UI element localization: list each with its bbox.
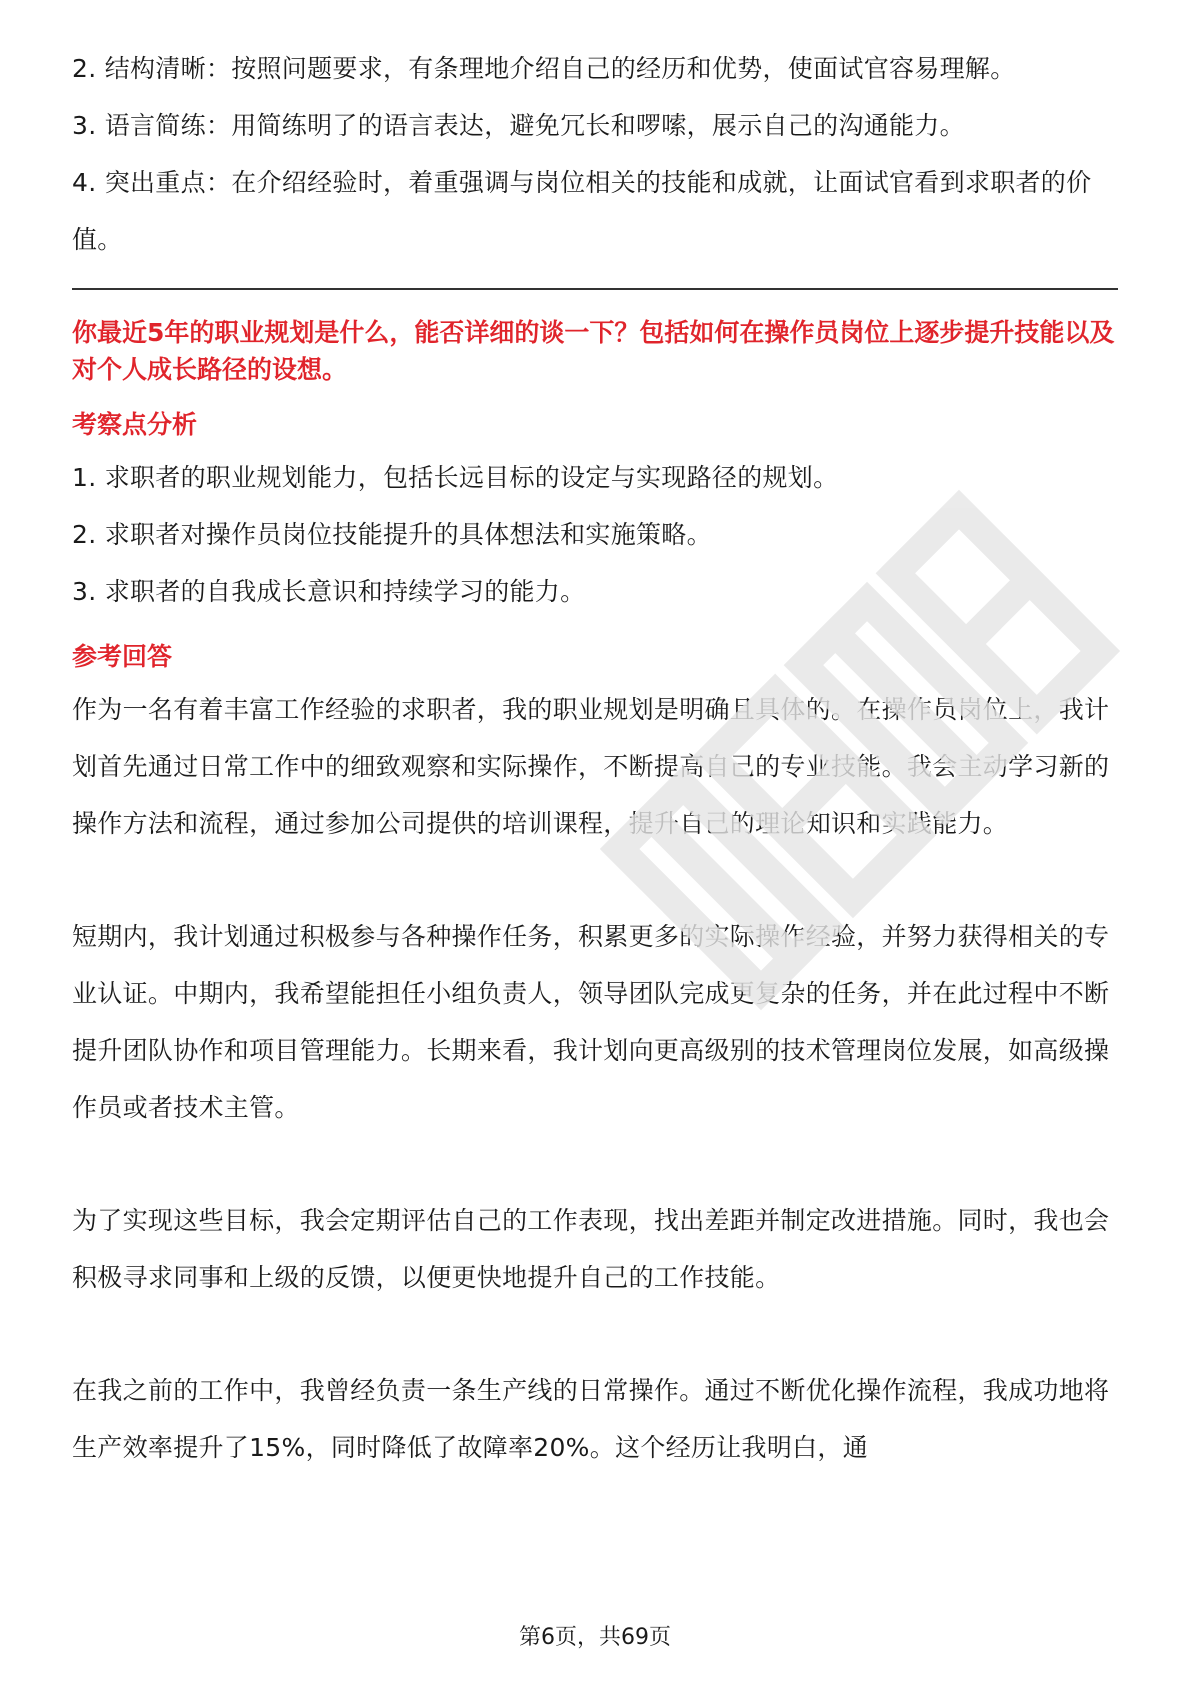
analysis-heading: 考察点分析 — [72, 410, 198, 439]
paragraph-gap — [72, 852, 1118, 908]
analysis-point-2: 2. 求职者对操作员岗位技能提升的具体想法和实施策略。 — [72, 520, 712, 549]
answer-paragraph-3: 为了实现这些目标，我会定期评估自己的工作表现，找出差距并制定改进措施。同时，我也会积极寻求同事和上级的反馈，以便更快地提升自己的工作技能。 — [72, 1206, 1110, 1292]
intro-point-3: 3. 语言简练：用简练明了的语言表达，避免冗长和啰嗦，展示自己的沟通能力。 — [72, 111, 965, 140]
paragraph-gap — [72, 1136, 1118, 1192]
paragraph-gap — [72, 1306, 1118, 1362]
section-divider — [72, 288, 1118, 290]
intro-point-4: 4. 突出重点：在介绍经验时，着重强调与岗位相关的技能和成就，让面试官看到求职者的价值。 — [72, 168, 1092, 254]
page-number-footer: 第6页，共69页 — [519, 1625, 671, 1650]
intro-point-2: 2. 结构清晰：按照问题要求，有条理地介绍自己的经历和优势，使面试官容易理解。 — [72, 54, 1016, 83]
document-page — [72, 40, 1118, 1476]
answer-paragraph-4: 在我之前的工作中，我曾经负责一条生产线的日常操作。通过不断优化操作流程，我成功地将生产效率提升了15%，同时降低了故障率20%。这个经历让我明白，通 — [72, 1376, 1110, 1462]
answer-paragraph-1: 作为一名有着丰富工作经验的求职者，我的职业规划是明确且具体的。在操作员岗位上，我计划首先通过日常工作中的细致观察和实际操作，不断提高自己的专业技能。我会主动学习新的操作方法和流程，通过参加公司提供的培训课程，提升自己的理论知识和实践能力。 — [72, 695, 1110, 838]
answer-paragraph-2: 短期内，我计划通过积极参与各种操作任务，积累更多的实际操作经验，并努力获得相关的专业认证。中期内，我希望能担任小组负责人，领导团队完成更复杂的任务，并在此过程中不断提升团队协作和项目管理能力。长期来看，我计划向更高级别的技术管理岗位发展，如高级操作员或者技术主管。 — [72, 922, 1110, 1122]
analysis-point-3: 3. 求职者的自我成长意识和持续学习的能力。 — [72, 577, 586, 606]
answer-heading: 参考回答 — [72, 642, 173, 671]
interview-question: 你最近5年的职业规划是什么，能否详细的谈一下？包括如何在操作员岗位上逐步提升技能以及对个人成长路径的设想。 — [72, 318, 1115, 384]
analysis-point-1: 1. 求职者的职业规划能力，包括长远目标的设定与实现路径的规划。 — [72, 463, 839, 492]
